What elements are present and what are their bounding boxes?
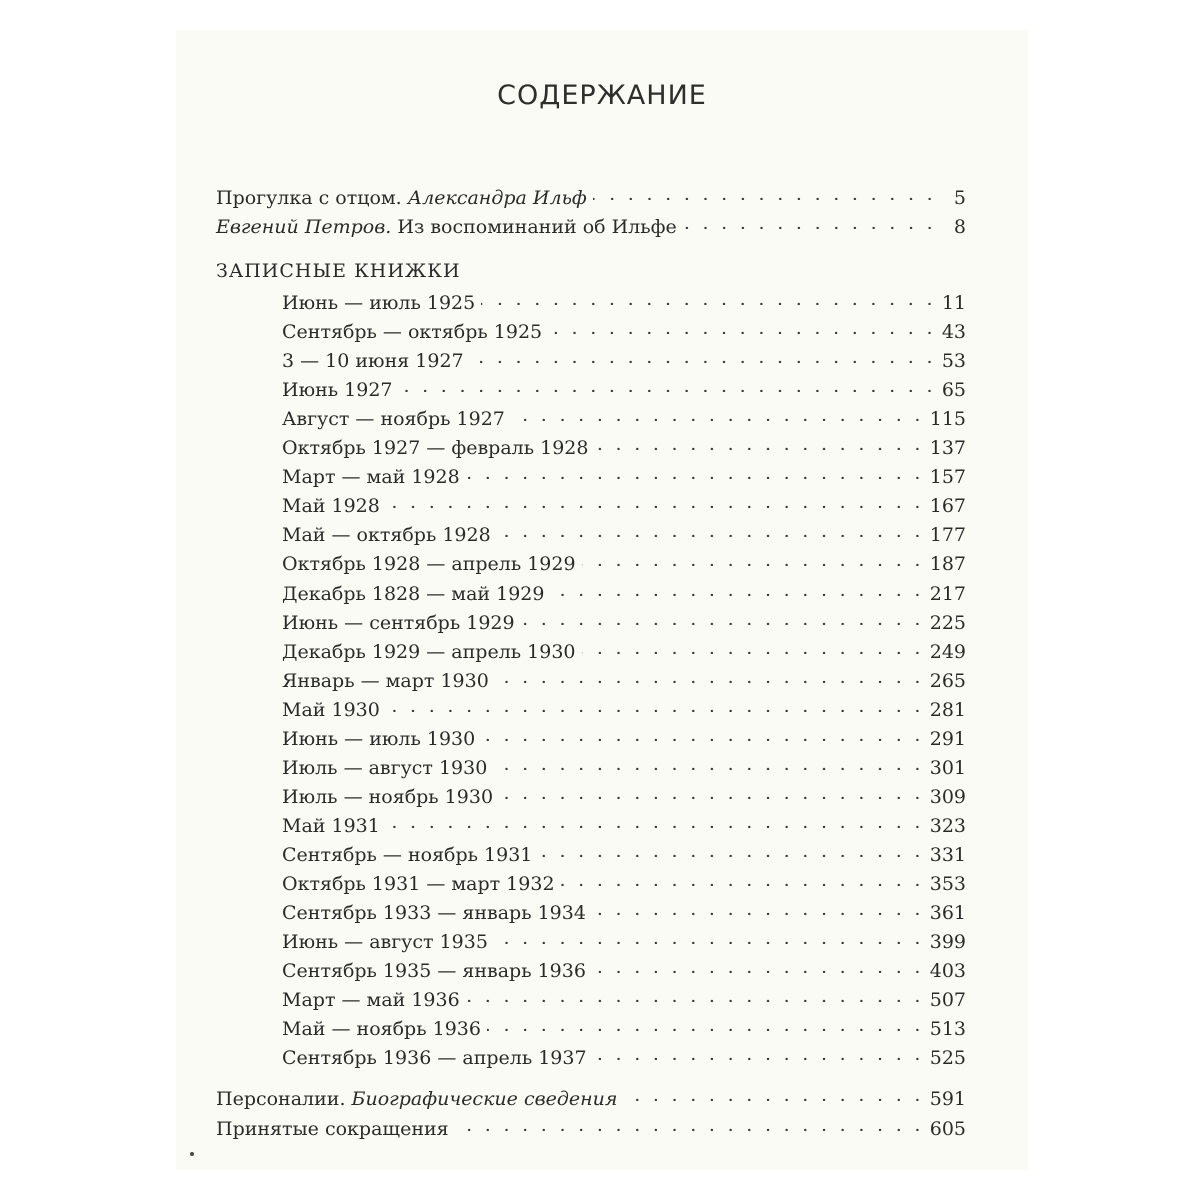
toc-entry — [282, 696, 966, 724]
dot-leader — [495, 671, 924, 683]
dot-leader — [386, 496, 924, 508]
dot-leader — [497, 525, 924, 537]
dot-leader — [592, 903, 924, 915]
toc-entry — [282, 463, 966, 491]
toc-entry-intro-1 — [216, 184, 966, 212]
entry-text: Октябрь 1927 — февраль 1928 — [282, 437, 589, 460]
dot-leader — [582, 554, 924, 566]
entry-text: Принятые сокращения — [216, 1118, 449, 1140]
dot-leader — [592, 961, 924, 973]
book-page — [176, 30, 1028, 1170]
entry-text: Декабрь 1929 — апрель 1930 — [282, 640, 576, 663]
page-number: 43 — [941, 321, 966, 344]
toc-entry — [282, 928, 966, 956]
page-number: 291 — [929, 727, 966, 750]
entry-text: Июнь — июль 1925 — [282, 292, 476, 314]
page-number: 525 — [929, 1047, 966, 1070]
toc-entry-abbreviations — [216, 1115, 966, 1143]
section-heading: ЗАПИСНЫЕ КНИЖКИ — [216, 260, 461, 282]
dot-leader — [582, 642, 924, 654]
toc-entry — [282, 899, 966, 927]
dot-leader — [481, 729, 924, 741]
toc-entry — [282, 347, 966, 375]
dot-leader — [399, 380, 936, 392]
entry-text: Август — ноябрь 1927 — [282, 408, 505, 431]
entry-text: Июнь — август 1935 — [282, 931, 488, 954]
entry-text: Май 1928 — [282, 495, 380, 518]
page-title: СОДЕРЖАНИЕ — [497, 80, 707, 111]
toc-entry — [282, 841, 966, 869]
page-number: 281 — [929, 698, 966, 721]
dot-leader — [487, 1019, 924, 1031]
dot-leader — [386, 700, 924, 712]
dot-leader — [624, 1089, 924, 1101]
dot-leader — [493, 758, 923, 770]
entry-text: Евгений Петров. Из воспоминаний об Ильфе — [216, 216, 677, 238]
entry-text: Май 1931 — [282, 814, 380, 837]
entry-text: Май — ноябрь 1936 — [282, 1018, 481, 1041]
page-number: 8 — [953, 216, 966, 238]
page-number: 11 — [941, 292, 966, 314]
dot-leader — [481, 293, 936, 305]
entry-text: Персоналии. Биографические сведения — [216, 1088, 618, 1110]
dot-leader — [466, 990, 924, 1002]
toc-entry — [282, 492, 966, 520]
dot-leader — [470, 351, 936, 363]
dot-leader — [494, 932, 924, 944]
toc-entry — [282, 434, 966, 462]
page-number: 301 — [929, 756, 966, 779]
page-number: 115 — [929, 408, 966, 431]
entry-text: Декабрь 1828 — май 1929 — [282, 582, 545, 605]
toc-entry — [282, 725, 966, 753]
page-number: 403 — [929, 960, 966, 983]
page-number: 353 — [929, 873, 966, 895]
entry-text: Март — май 1928 — [282, 466, 460, 489]
toc-entry — [282, 376, 966, 404]
page-number: 5 — [953, 187, 966, 209]
entry-text: Октябрь 1928 — апрель 1929 — [282, 553, 576, 576]
page-number: 53 — [941, 350, 966, 373]
page-number: 225 — [929, 611, 966, 634]
dot-leader — [593, 188, 936, 200]
page-number: 177 — [929, 524, 966, 547]
entry-text: 3 — 10 июня 1927 — [282, 350, 464, 373]
toc-entry — [282, 783, 966, 811]
dot-leader — [455, 1119, 924, 1131]
page-number: 361 — [929, 902, 966, 925]
entry-text: Июнь — сентябрь 1929 — [282, 611, 515, 634]
entry-text: Сентябрь — октябрь 1925 — [282, 321, 543, 344]
page-number: 323 — [929, 814, 966, 837]
page-number: 167 — [929, 495, 966, 518]
dot-leader — [561, 874, 924, 886]
page-number: 137 — [929, 437, 966, 460]
page-number: 331 — [929, 843, 966, 866]
toc-entry — [282, 957, 966, 985]
toc-entry — [282, 318, 966, 346]
entry-text: Январь — март 1930 — [282, 669, 489, 692]
toc-entry — [282, 289, 966, 317]
page-number: 399 — [929, 931, 966, 954]
entry-text: Май — октябрь 1928 — [282, 524, 491, 547]
dot-leader — [593, 1048, 924, 1060]
toc-entry — [282, 812, 966, 840]
margin-mark — [190, 1152, 194, 1156]
toc-entry — [282, 521, 966, 549]
dot-leader — [550, 584, 923, 596]
page-number: 309 — [929, 785, 966, 808]
entry-text: Октябрь 1931 — март 1932 — [282, 873, 555, 895]
page-number: 187 — [929, 553, 966, 576]
toc-entry — [282, 986, 966, 1014]
entry-text: Март — май 1936 — [282, 989, 460, 1012]
dot-leader — [386, 816, 924, 828]
entry-text: Июль — ноябрь 1930 — [282, 785, 494, 808]
page-number: 265 — [929, 669, 966, 692]
dot-leader — [683, 217, 936, 229]
page-number: 249 — [929, 640, 966, 663]
toc-entry — [282, 754, 966, 782]
entry-text: Июль — август 1930 — [282, 756, 488, 779]
page-number: 513 — [929, 1018, 966, 1041]
entry-text: Июнь 1927 — [282, 379, 393, 402]
toc-entry — [282, 405, 966, 433]
toc-entry — [282, 609, 966, 637]
toc-entry-personalia — [216, 1085, 966, 1113]
toc-entry — [282, 870, 966, 898]
entry-text: Сентябрь 1933 — январь 1934 — [282, 902, 586, 925]
toc-entry — [282, 550, 966, 578]
page-number: 65 — [941, 379, 966, 402]
toc-entry — [282, 638, 966, 666]
dot-leader — [548, 322, 936, 334]
page-number: 605 — [929, 1118, 966, 1140]
dot-leader — [521, 613, 924, 625]
page-number: 591 — [929, 1088, 966, 1110]
toc-entry — [282, 580, 966, 608]
entry-text: Сентябрь — ноябрь 1931 — [282, 843, 533, 866]
entry-text: Сентябрь 1935 — январь 1936 — [282, 960, 586, 983]
entry-text: Июнь — июль 1930 — [282, 727, 476, 750]
entry-text: Сентябрь 1936 — апрель 1937 — [282, 1047, 587, 1070]
dot-leader — [499, 787, 924, 799]
dot-leader — [466, 467, 924, 479]
entry-text: Прогулка с отцом. Александра Ильф — [216, 187, 587, 209]
dot-leader — [594, 438, 923, 450]
page-number: 157 — [929, 466, 966, 489]
dot-leader — [538, 845, 923, 857]
toc-entry — [282, 667, 966, 695]
toc-entry-intro-2 — [216, 213, 966, 241]
dot-leader — [511, 409, 924, 421]
toc-entry — [282, 1015, 966, 1043]
page-number: 217 — [929, 582, 966, 605]
entry-text: Май 1930 — [282, 698, 380, 721]
page-number: 507 — [929, 989, 966, 1012]
toc-entry — [282, 1044, 966, 1072]
